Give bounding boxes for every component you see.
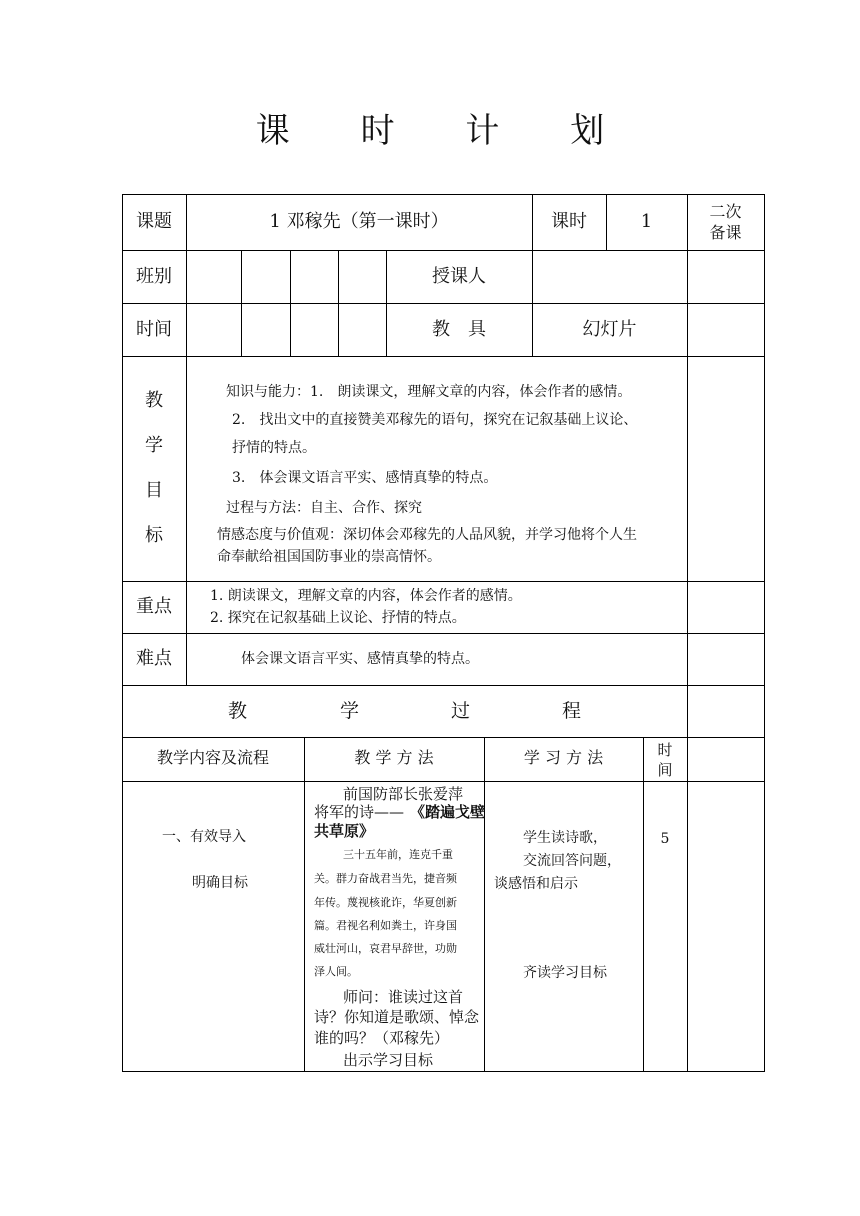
teach-intro-line: 将军的诗—— [314,803,405,821]
process-heading-char: 程 [562,700,582,722]
poem-title: 《踏遍戈壁 [410,803,486,821]
period-label: 课时 [551,211,587,232]
topic-value: 1 邓稼先（第一课时） [269,211,449,232]
process-heading-char: 学 [340,700,360,722]
teacher-question-line: 师问：谁读过这首 [343,988,464,1006]
column-header-teach-method: 教 学 方 法 [354,748,434,767]
poem-line: 三十五年前，连克千重 [343,848,453,861]
teacher-question-line: 谁的吗？（邓稼先） [314,1029,450,1047]
teacher-question-line: 诗？你知道是歌颂、悼念 [314,1008,480,1026]
learn-method-line: 谈感悟和启示 [494,876,578,892]
class-label: 班别 [136,266,172,287]
content-step: 一、有效导入 [162,829,246,845]
second-prep-label: 二次 备课 [709,202,742,242]
show-goal-line: 出示学习目标 [343,1051,434,1069]
difficult-points-text: 体会课文语言平实、感情真挚的特点。 [241,651,479,667]
poem-title-line: 共草原》 [314,822,375,840]
poem-line: 威壮河山，哀君早辞世，功勋 [314,942,457,955]
objective-line: 抒情的特点。 [232,440,316,456]
poem-line: 关。群力奋战君当先，捷音频 [314,872,457,885]
tools-value: 幻灯片 [582,319,637,340]
step-time: 5 [660,831,670,847]
poem-line: 篇。君视名利如粪土，许身国 [314,919,457,932]
topic-label: 课题 [136,211,172,232]
teacher-label: 授课人 [432,266,486,287]
objective-line: 3. 体会课文语言平实、感情真挚的特点。 [232,470,498,486]
learn-method-line: 学生读诗歌， [523,830,607,846]
process-heading-char: 教 [228,700,248,722]
objectives-label-char: 目 [145,480,163,501]
poem-line: 年传。蔑视核讹诈，华夏创新 [314,896,457,909]
learn-method-line: 齐读学习目标 [523,965,607,981]
process-heading-char: 过 [451,700,471,722]
objective-line: 命奉献给祖国国防事业的崇高情怀。 [217,549,441,565]
objective-line: 2. 找出文中的直接赞美邓稼先的语句，探究在记叙基础上议论、 [232,412,638,428]
poem-line: 泽人间。 [314,965,358,978]
objective-line: 情感态度与价值观：深切体会邓稼先的人品风貌，并学习他将个人生 [217,527,637,543]
column-header-learn-method: 学 习 方 法 [523,748,604,767]
tools-label: 教 具 [432,319,486,340]
objective-line: 知识与能力：1. 朗读课文，理解文章的内容，体会作者的感情。 [226,384,632,400]
key-point-line: 2. 探究在记叙基础上议论、抒情的特点。 [210,610,466,626]
objectives-label-char: 学 [145,435,163,456]
column-header-time: 时 间 [657,741,673,779]
time-label: 时间 [136,319,172,340]
column-header-content: 教学内容及流程 [156,748,269,767]
page-title: 课 时 计 划 [255,111,635,151]
objectives-label-char: 教 [145,390,163,411]
objectives-label-char: 标 [145,525,163,546]
teach-intro-line: 前国防部长张爱萍 [343,785,464,803]
period-value: 1 [640,211,653,232]
key-point-line: 1. 朗读课文，理解文章的内容，体会作者的感情。 [210,588,522,604]
objective-line: 过程与方法：自主、合作、探究 [226,500,422,516]
content-step: 明确目标 [192,875,248,891]
key-points-label: 重点 [136,596,172,617]
difficult-points-label: 难点 [136,648,172,669]
learn-method-line: 交流回答问题， [523,853,621,869]
